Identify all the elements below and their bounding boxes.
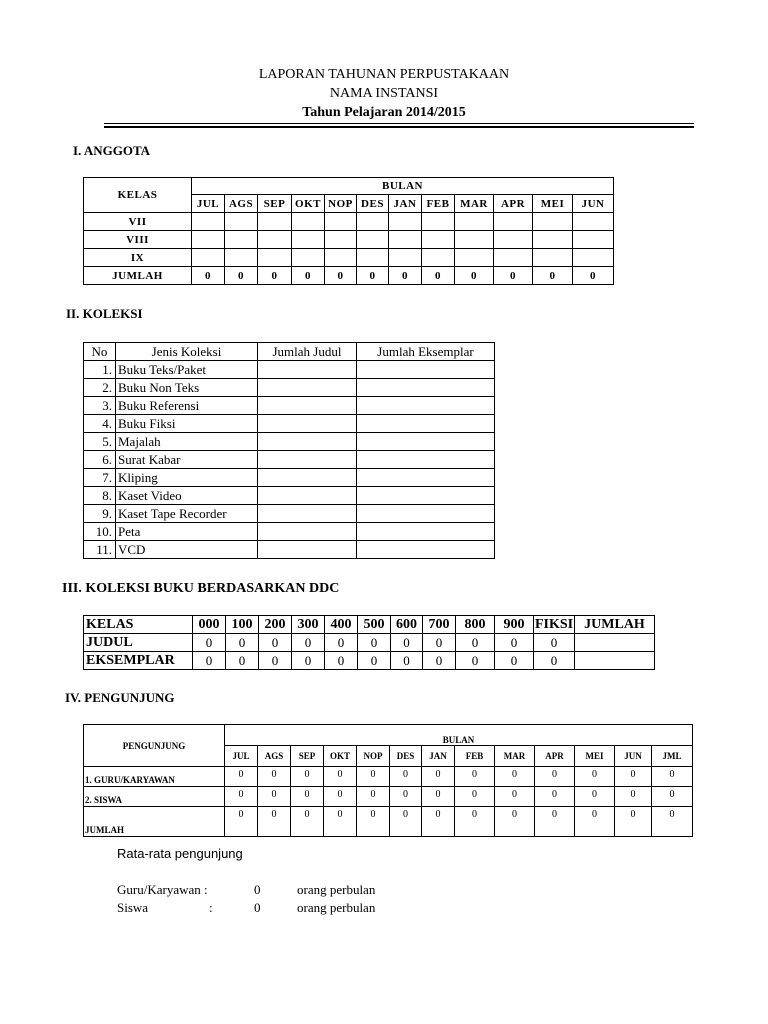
total-cell: 0 (422, 267, 455, 285)
bulan-header: BULAN (192, 178, 614, 195)
month-header: MEI (533, 195, 573, 213)
column-header: 400 (325, 616, 358, 634)
month-header: APR (494, 195, 533, 213)
total-cell: 0 (573, 267, 614, 285)
table-row (84, 523, 495, 541)
data-cell (292, 231, 325, 249)
jumlah-judul-cell (258, 397, 357, 415)
month-header: FEB (455, 746, 495, 767)
data-cell: 0 (455, 767, 495, 787)
month-header: APR (535, 746, 575, 767)
collection-type: Kaset Video (116, 487, 258, 505)
data-cell: 0 (391, 634, 423, 652)
table-row (84, 415, 495, 433)
data-cell (575, 634, 655, 652)
data-cell (422, 249, 455, 267)
jumlah-eksemplar-cell (357, 379, 495, 397)
anggota-table (83, 177, 614, 285)
collection-type: VCD (116, 541, 258, 559)
data-cell (422, 231, 455, 249)
report-title: LAPORAN TAHUNAN PERPUSTAKAAN (258, 67, 510, 82)
collection-type: Buku Referensi (116, 397, 258, 415)
column-header: 100 (226, 616, 259, 634)
table-row (84, 634, 655, 652)
data-cell: 0 (225, 767, 258, 787)
kelas-label: IX (84, 249, 192, 267)
month-header: FEB (422, 195, 455, 213)
total-cell: 0 (533, 267, 573, 285)
jumlah-judul-cell (258, 361, 357, 379)
row-number: 9. (84, 505, 116, 523)
jumlah-judul-cell (258, 415, 357, 433)
total-cell: 0 (258, 267, 292, 285)
section-ddc-title: III. KOLEKSI BUKU BERDASARKAN DDC (62, 581, 340, 596)
column-header: FIKSI (534, 616, 574, 632)
data-cell: 0 (357, 787, 390, 807)
month-header: OKT (292, 195, 325, 213)
month-header: MAR (495, 746, 535, 767)
collection-type: Kliping (116, 469, 258, 487)
kelas-label: VIII (84, 231, 192, 249)
column-header: JUMLAH (575, 616, 655, 634)
data-cell (494, 249, 533, 267)
column-header: 700 (423, 616, 456, 634)
data-cell (225, 249, 258, 267)
data-cell: 0 (225, 807, 258, 837)
collection-type: Kaset Tape Recorder (116, 505, 258, 523)
row-number: 10. (84, 523, 116, 541)
data-cell: 0 (324, 807, 357, 837)
data-cell: 0 (358, 634, 391, 652)
data-cell: 0 (259, 634, 292, 652)
month-header: JML (652, 746, 693, 767)
collection-type: Peta (116, 523, 258, 541)
pengunjung-header: PENGUNJUNG (84, 725, 225, 767)
total-cell: 0 (325, 267, 357, 285)
row-number: 6. (84, 451, 116, 469)
jumlah-eksemplar-cell (357, 505, 495, 523)
month-header: JAN (389, 195, 422, 213)
academic-year: Tahun Pelajaran 2014/2015 (302, 105, 466, 120)
collection-type: Buku Fiksi (116, 415, 258, 433)
data-cell: 0 (291, 767, 324, 787)
month-header: JUL (225, 746, 258, 767)
column-header: Jenis Koleksi (116, 343, 258, 361)
row-label: 1. GURU/KARYAWAN (84, 767, 225, 787)
data-cell: 0 (575, 787, 615, 807)
collection-type: Majalah (116, 433, 258, 451)
row-label: 2. SISWA (84, 787, 225, 807)
table-row (84, 469, 495, 487)
data-cell: 0 (390, 807, 422, 837)
data-cell: 0 (423, 652, 456, 670)
month-header: AGS (258, 746, 291, 767)
data-cell: 0 (292, 652, 325, 670)
month-header: MEI (575, 746, 615, 767)
data-cell (533, 231, 573, 249)
jumlah-eksemplar-cell (357, 523, 495, 541)
data-cell (573, 231, 614, 249)
data-cell: 0 (495, 807, 535, 837)
data-cell: 0 (226, 652, 259, 670)
data-cell: 0 (495, 634, 534, 652)
table-row (84, 397, 495, 415)
data-cell (455, 231, 494, 249)
data-cell: 0 (225, 787, 258, 807)
jumlah-judul-cell (258, 541, 357, 559)
total-cell: 0 (192, 267, 225, 285)
data-cell: 0 (324, 787, 357, 807)
month-header: JUN (615, 746, 652, 767)
month-header: MAR (455, 195, 494, 213)
total-cell: 0 (389, 267, 422, 285)
data-cell (389, 249, 422, 267)
data-cell: 0 (456, 652, 495, 670)
data-cell: 0 (534, 634, 575, 652)
guru-average-value: 0 (254, 882, 261, 897)
jumlah-eksemplar-cell (357, 397, 495, 415)
data-cell: 0 (615, 787, 652, 807)
row-number: 3. (84, 397, 116, 415)
data-cell: 0 (258, 787, 291, 807)
total-cell: 0 (357, 267, 389, 285)
institution-name: NAMA INSTANSI (329, 86, 439, 101)
data-cell (292, 213, 325, 231)
data-cell: 0 (292, 634, 325, 652)
table-row (84, 379, 495, 397)
month-header: DES (357, 195, 389, 213)
table-row (84, 505, 495, 523)
row-number: 7. (84, 469, 116, 487)
siswa-average-unit: orang perbulan (297, 900, 376, 915)
collection-type: Surat Kabar (116, 451, 258, 469)
ddc-table (83, 615, 655, 670)
koleksi-table (83, 342, 495, 559)
jumlah-eksemplar-cell (357, 451, 495, 469)
data-cell (325, 249, 357, 267)
jumlah-eksemplar-cell (357, 433, 495, 451)
data-cell (325, 231, 357, 249)
column-header: 300 (292, 616, 325, 634)
column-header: 900 (495, 616, 534, 634)
data-cell: 0 (535, 807, 575, 837)
month-header: JAN (422, 746, 455, 767)
row-number: 8. (84, 487, 116, 505)
data-cell (258, 213, 292, 231)
table-row (84, 487, 495, 505)
data-cell: 0 (358, 652, 391, 670)
data-cell (422, 213, 455, 231)
row-number: 5. (84, 433, 116, 451)
data-cell: 0 (422, 767, 455, 787)
data-cell (455, 213, 494, 231)
total-cell: 0 (225, 267, 258, 285)
data-cell: 0 (615, 807, 652, 837)
pengunjung-table (83, 724, 693, 837)
row-label: JUMLAH (84, 807, 225, 837)
data-cell: 0 (390, 787, 422, 807)
jumlah-eksemplar-cell (357, 541, 495, 559)
table-row (84, 249, 614, 267)
data-cell: 0 (652, 767, 693, 787)
siswa-average-label: Siswa (117, 900, 149, 915)
data-cell (192, 249, 225, 267)
column-header: No (84, 343, 116, 361)
data-cell: 0 (652, 787, 693, 807)
collection-type: Buku Non Teks (116, 379, 258, 397)
section-koleksi-title: II. KOLEKSI (66, 306, 143, 321)
data-cell: 0 (422, 787, 455, 807)
column-header: 200 (259, 616, 292, 634)
data-cell (573, 213, 614, 231)
siswa-average-value: 0 (254, 900, 261, 915)
row-number: 4. (84, 415, 116, 433)
guru-average-label: Guru/Karyawan : (117, 882, 208, 897)
data-cell: 0 (193, 652, 226, 670)
header-rule-thin (104, 123, 694, 124)
data-cell: 0 (325, 652, 358, 670)
month-header: AGS (225, 195, 258, 213)
column-header: 600 (391, 616, 423, 634)
data-cell: 0 (357, 767, 390, 787)
data-cell: 0 (226, 634, 259, 652)
data-cell: 0 (258, 807, 291, 837)
jumlah-eksemplar-cell (357, 415, 495, 433)
month-header: JUN (573, 195, 614, 213)
column-header: KELAS (84, 616, 193, 634)
jumlah-eksemplar-cell (357, 487, 495, 505)
data-cell (389, 231, 422, 249)
month-header: JUL (192, 195, 225, 213)
data-cell (325, 213, 357, 231)
data-cell: 0 (652, 807, 693, 837)
section-pengunjung-title: IV. PENGUNJUNG (65, 690, 175, 705)
total-cell: 0 (494, 267, 533, 285)
month-header: SEP (291, 746, 324, 767)
table-row (84, 231, 614, 249)
column-header: 500 (358, 616, 391, 634)
table-row (84, 451, 495, 469)
data-cell: 0 (390, 767, 422, 787)
data-cell (225, 231, 258, 249)
jumlah-eksemplar-cell (357, 469, 495, 487)
jumlah-judul-cell (258, 505, 357, 523)
data-cell (455, 249, 494, 267)
month-header: NOP (325, 195, 357, 213)
data-cell (357, 213, 389, 231)
jumlah-eksemplar-cell (357, 361, 495, 379)
kelas-label: VII (84, 213, 192, 231)
table-row (84, 787, 693, 807)
row-number: 1. (84, 361, 116, 379)
column-header: Jumlah Eksemplar (357, 343, 495, 361)
table-row (84, 652, 655, 670)
data-cell: 0 (357, 807, 390, 837)
data-cell (573, 249, 614, 267)
row-number: 2. (84, 379, 116, 397)
total-cell: 0 (292, 267, 325, 285)
data-cell: 0 (575, 807, 615, 837)
data-cell (494, 213, 533, 231)
data-cell: 0 (325, 634, 358, 652)
data-cell: 0 (391, 652, 423, 670)
header-rule-thick (104, 126, 694, 128)
table-row (84, 361, 495, 379)
data-cell (357, 231, 389, 249)
jumlah-judul-cell (258, 487, 357, 505)
data-cell: 0 (291, 807, 324, 837)
data-cell: 0 (495, 787, 535, 807)
total-row (84, 267, 614, 285)
jumlah-judul-cell (258, 379, 357, 397)
jumlah-judul-cell (258, 433, 357, 451)
table-row (84, 433, 495, 451)
month-header: NOP (357, 746, 390, 767)
kelas-header: KELAS (84, 178, 192, 213)
row-number: 11. (84, 541, 116, 559)
column-header: Jumlah Judul (258, 343, 357, 361)
column-header: 800 (456, 616, 495, 634)
data-cell (494, 231, 533, 249)
month-header: OKT (324, 746, 357, 767)
data-cell (533, 249, 573, 267)
data-cell: 0 (575, 767, 615, 787)
data-cell: 0 (535, 787, 575, 807)
data-cell (225, 213, 258, 231)
data-cell (258, 231, 292, 249)
column-header: 000 (193, 616, 226, 634)
data-cell (533, 213, 573, 231)
month-header: SEP (258, 195, 292, 213)
data-cell: 0 (495, 652, 534, 670)
data-cell (357, 249, 389, 267)
data-cell (192, 213, 225, 231)
data-cell: 0 (423, 634, 456, 652)
data-cell: 0 (535, 767, 575, 787)
data-cell (292, 249, 325, 267)
data-cell: 0 (495, 767, 535, 787)
table-row (84, 541, 495, 559)
siswa-average-colon: : (209, 900, 213, 915)
row-label: EKSEMPLAR (84, 652, 193, 670)
total-label: JUMLAH (84, 267, 192, 285)
table-row (84, 767, 693, 787)
data-cell: 0 (193, 634, 226, 652)
data-cell: 0 (455, 807, 495, 837)
data-cell: 0 (291, 787, 324, 807)
collection-type: Buku Teks/Paket (116, 361, 258, 379)
average-visitors-label: Rata-rata pengunjung (117, 846, 243, 861)
data-cell (258, 249, 292, 267)
data-cell: 0 (456, 634, 495, 652)
jumlah-judul-cell (258, 469, 357, 487)
data-cell: 0 (615, 767, 652, 787)
data-cell: 0 (258, 767, 291, 787)
data-cell: 0 (455, 787, 495, 807)
table-row (84, 213, 614, 231)
data-cell: 0 (259, 652, 292, 670)
data-cell (389, 213, 422, 231)
jumlah-judul-cell (258, 451, 357, 469)
row-label: JUDUL (84, 634, 193, 652)
data-cell (192, 231, 225, 249)
section-anggota-title: I. ANGGOTA (73, 143, 151, 158)
data-cell: 0 (534, 652, 575, 670)
guru-average-unit: orang perbulan (297, 882, 376, 897)
bulan-header: BULAN (225, 725, 693, 746)
data-cell (575, 652, 655, 670)
total-cell: 0 (455, 267, 494, 285)
data-cell: 0 (422, 807, 455, 837)
data-cell: 0 (324, 767, 357, 787)
jumlah-judul-cell (258, 523, 357, 541)
month-header: DES (390, 746, 422, 767)
table-row (84, 807, 693, 837)
